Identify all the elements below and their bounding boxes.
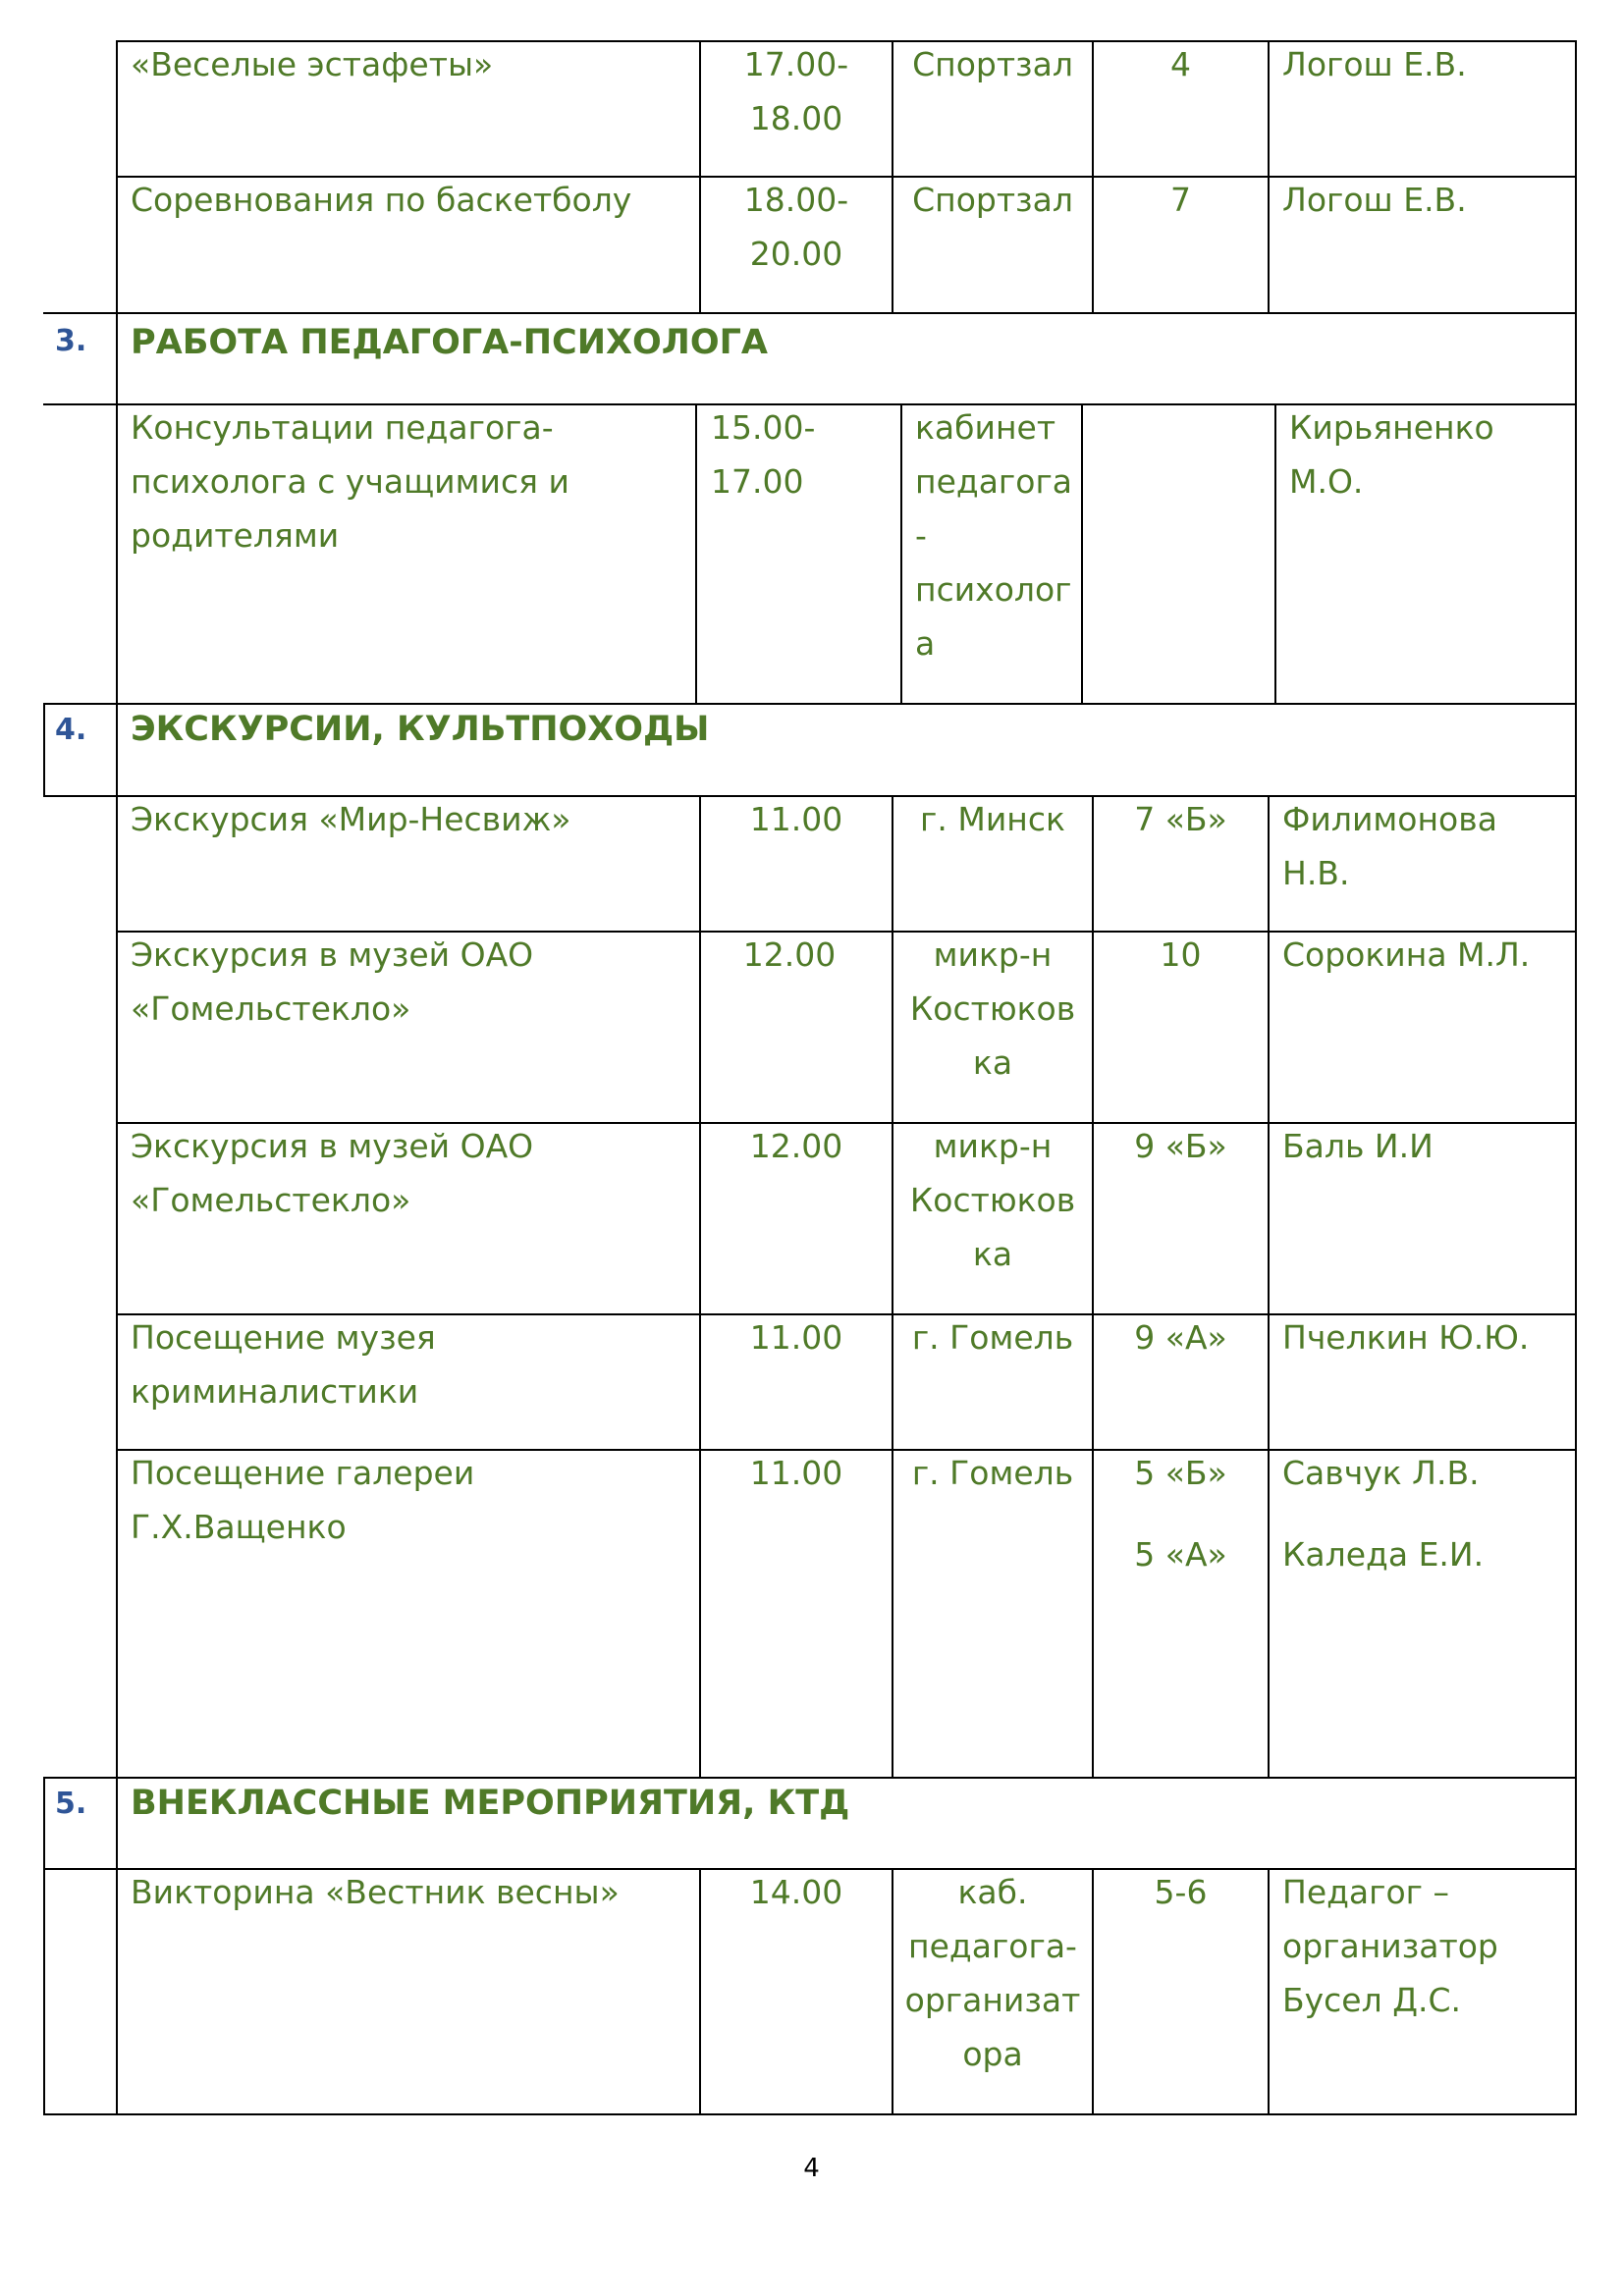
responsible-cell: Пчелкин Ю.Ю.	[1282, 1318, 1530, 1357]
time-cell: 17.00- 18.00	[743, 45, 849, 137]
page-number: 4	[803, 2154, 820, 2183]
time-cell: 18.00- 20.00	[743, 181, 849, 273]
event-cell: Экскурсия в музей ОАО «Гомельстекло»	[131, 935, 534, 1028]
rule	[43, 1777, 45, 2115]
responsible-cell: Логош Е.В.	[1282, 181, 1467, 219]
rule	[1268, 1868, 1270, 2115]
class-cell: 7	[1170, 181, 1191, 219]
rule	[116, 40, 118, 2115]
section-number: 3.	[55, 324, 87, 358]
time-cell: 12.00	[749, 1127, 843, 1165]
place-cell: г. Минск	[920, 800, 1065, 838]
section-number: 5.	[55, 1787, 87, 1821]
place-cell: г. Гомель	[911, 1318, 1074, 1357]
responsible-cell: Сорокина М.Л.	[1282, 935, 1531, 974]
section-number: 4.	[55, 713, 87, 747]
place-cell: г. Гомель	[911, 1454, 1074, 1492]
event-cell: Соревнования по баскетболу	[131, 181, 632, 219]
rule	[43, 312, 1577, 314]
place-cell: кабинет педагога - психолог а	[915, 408, 1073, 663]
section-title: ВНЕКЛАССНЫЕ МЕРОПРИЯТИЯ, КТД	[131, 1784, 850, 1823]
responsible-cell: Логош Е.В.	[1282, 45, 1467, 83]
time-cell: 11.00	[749, 800, 843, 838]
class-cell: 5 «А»	[1134, 1535, 1227, 1574]
rule	[1081, 403, 1083, 703]
time-cell: 14.00	[749, 1873, 843, 1911]
time-cell: 15.00- 17.00	[711, 408, 816, 501]
class-cell: 9 «Б»	[1134, 1127, 1227, 1165]
event-cell: Консультации педагога- психолога с учащимися и родителями	[131, 408, 569, 555]
rule	[1274, 403, 1276, 703]
rule	[43, 703, 45, 795]
rule	[1268, 40, 1270, 312]
responsible-cell: Педагог – организатор Бусел Д.С.	[1282, 1873, 1498, 2019]
time-cell: 12.00	[742, 935, 837, 974]
place-cell: Спортзал	[912, 181, 1073, 219]
event-cell: Посещение музея криминалистики	[131, 1318, 436, 1411]
event-cell: Посещение галереи Г.Х.Ващенко	[131, 1454, 475, 1546]
event-cell: Экскурсия «Мир-Несвиж»	[131, 800, 571, 838]
responsible-cell: Каледа Е.И.	[1282, 1535, 1485, 1574]
place-cell: каб. педагога- организат ора	[904, 1873, 1081, 2073]
rule	[43, 2113, 1577, 2115]
class-cell: 9 «А»	[1134, 1318, 1227, 1357]
responsible-cell: Кирьяненко М.О.	[1289, 408, 1494, 501]
class-cell: 5-6	[1154, 1873, 1208, 1911]
rule	[1575, 40, 1577, 2115]
class-cell: 5 «Б»	[1134, 1454, 1227, 1492]
rule	[1268, 795, 1270, 1777]
section-title: РАБОТА ПЕДАГОГА-ПСИХОЛОГА	[131, 323, 768, 362]
time-cell: 11.00	[749, 1454, 843, 1492]
event-cell: Экскурсия в музей ОАО «Гомельстекло»	[131, 1127, 534, 1219]
section-title: ЭКСКУРСИИ, КУЛЬТПОХОДЫ	[131, 710, 710, 749]
time-cell: 11.00	[749, 1318, 843, 1357]
responsible-cell: Баль И.И	[1282, 1127, 1434, 1165]
place-cell: Спортзал	[912, 45, 1073, 83]
class-cell: 7 «Б»	[1134, 800, 1227, 838]
event-cell: «Веселые эстафеты»	[131, 45, 494, 83]
class-cell: 10	[1160, 935, 1202, 974]
place-cell: микр-н Костюков ка	[909, 935, 1076, 1082]
rule	[695, 403, 697, 703]
event-cell: Викторина «Вестник весны»	[131, 1873, 620, 1911]
class-cell: 4	[1170, 45, 1191, 83]
rule	[900, 403, 902, 703]
responsible-cell: Филимонова Н.В.	[1282, 800, 1497, 892]
place-cell: микр-н Костюков ка	[909, 1127, 1076, 1273]
responsible-cell: Савчук Л.В.	[1282, 1454, 1480, 1492]
